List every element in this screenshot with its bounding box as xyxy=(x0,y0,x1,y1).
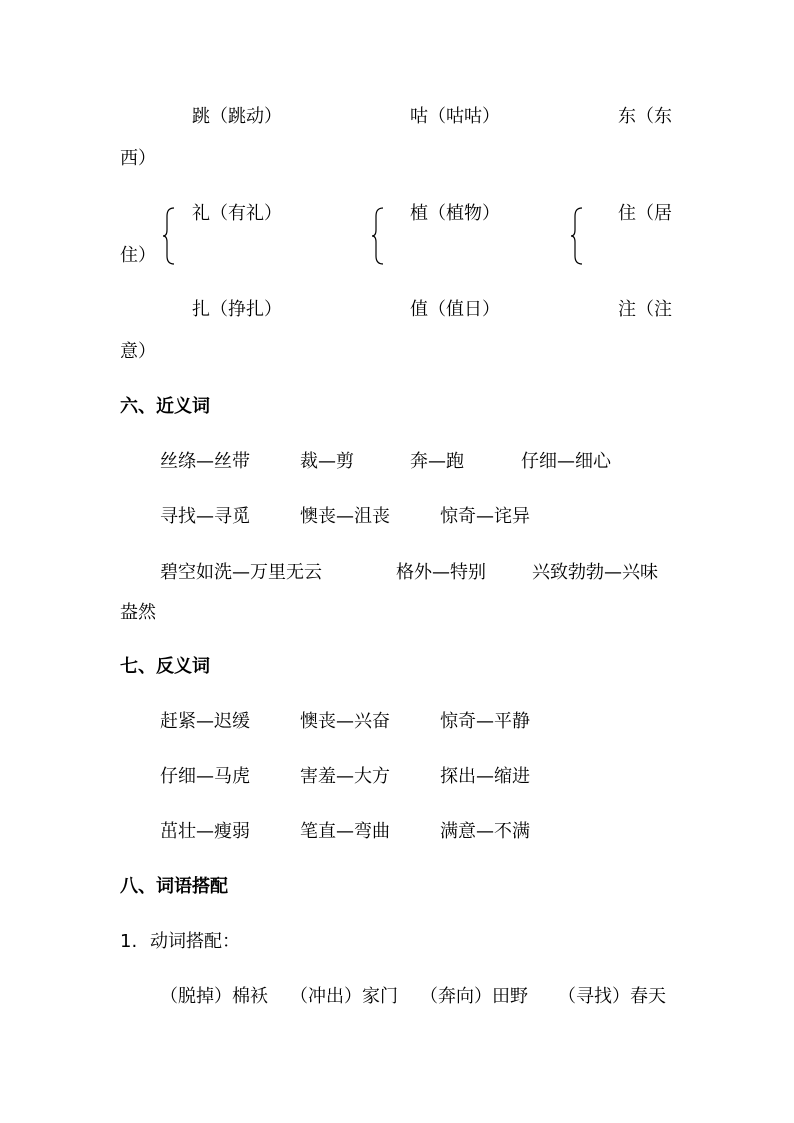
polyphone-word-wrap: 意） xyxy=(120,341,156,362)
polyphone-word: 东（东 xyxy=(618,106,672,127)
polyphone-word: 住（居 xyxy=(618,203,672,224)
synonym-pair: 兴致勃勃—兴味 xyxy=(532,562,658,583)
section-heading-collocation: 八、词语搭配 xyxy=(120,876,228,897)
polyphone-word: 值（值日） xyxy=(410,299,500,320)
polyphone-word: 咕（咕咕） xyxy=(410,106,500,127)
collocation-item: （冲出）家门 xyxy=(290,986,398,1007)
sub-item-label: 动词搭配： xyxy=(150,931,240,952)
antonym-pair: 懊丧—兴奋 xyxy=(300,711,390,732)
synonym-pair: 碧空如洗—万里无云 xyxy=(160,562,322,583)
polyphone-word: 扎（挣扎） xyxy=(192,299,282,320)
antonym-pair: 害羞—大方 xyxy=(300,766,390,787)
sub-item-number: 1. xyxy=(120,931,138,952)
polyphone-word-wrap: 住） xyxy=(120,245,156,266)
synonym-pair-wrap: 盎然 xyxy=(120,602,156,623)
collocation-item: （奔向）田野 xyxy=(420,986,528,1007)
brace-left xyxy=(162,206,176,266)
polyphone-word-wrap: 西） xyxy=(120,148,156,169)
brace-middle xyxy=(371,206,385,266)
section-heading-antonyms: 七、反义词 xyxy=(120,656,210,677)
antonym-pair: 赶紧—迟缓 xyxy=(160,711,250,732)
polyphone-word: 注（注 xyxy=(618,299,672,320)
synonym-pair: 仔细—细心 xyxy=(521,451,611,472)
synonym-pair: 丝绦—丝带 xyxy=(160,451,250,472)
antonym-pair: 惊奇—平静 xyxy=(440,711,530,732)
antonym-pair: 茁壮—瘦弱 xyxy=(160,821,250,842)
antonym-pair: 仔细—马虎 xyxy=(160,766,250,787)
synonym-pair: 惊奇—诧异 xyxy=(440,506,530,527)
synonym-pair: 奔—跑 xyxy=(410,451,464,472)
antonym-pair: 探出—缩进 xyxy=(440,766,530,787)
section-heading-synonyms: 六、近义词 xyxy=(120,396,210,417)
brace-right xyxy=(570,206,584,266)
collocation-item: （脱掉）棉袄 xyxy=(160,986,268,1007)
antonym-pair: 笔直—弯曲 xyxy=(300,821,390,842)
antonym-pair: 满意—不满 xyxy=(440,821,530,842)
synonym-pair: 寻找—寻觅 xyxy=(160,506,250,527)
collocation-item: （寻找）春天 xyxy=(558,986,666,1007)
synonym-pair: 格外—特别 xyxy=(396,562,486,583)
polyphone-word: 礼（有礼） xyxy=(192,203,282,224)
synonym-pair: 裁—剪 xyxy=(300,451,354,472)
polyphone-word: 植（植物） xyxy=(410,203,500,224)
synonym-pair: 懊丧—沮丧 xyxy=(300,506,390,527)
polyphone-word: 跳（跳动） xyxy=(192,106,282,127)
